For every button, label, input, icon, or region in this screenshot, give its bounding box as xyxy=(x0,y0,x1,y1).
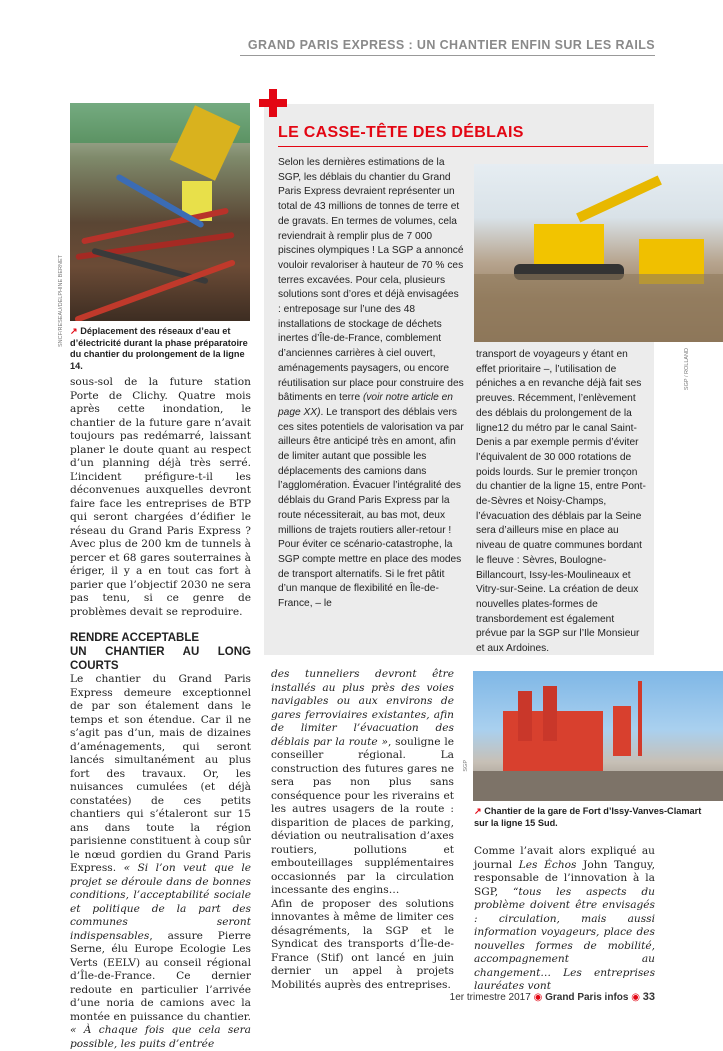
box-rule xyxy=(278,146,648,147)
photo1-caption-text: Déplacement des réseaux d’eau et d’électricité durant la phase préparatoire du chantier du prolongement de la ligne 14. xyxy=(70,326,248,371)
col2-text: , souligne le conseiller régional. La construction des futures gares ne sera pas non plus sans conséquence pour les riverains et les autres usagers de la route : disparition de places de parking, déviation ou neutralisation d’axes routiers, pollutions et embouteillages supplémentaires occasionnés par la circulation incessante des engins… xyxy=(271,735,454,896)
box-text-rest: . Le transport des déblais vers ces sites potentiels de valorisation va par ailleurs être anticipé très en amont, afin de limiter autant que possible les déplacements des camions dans l’agglomération. Évacuer l’intégralité des déblais du Grand Paris Express par la route nécessiterait, au bas mot, deux millions de trajets routiers aller-retour ! Pour éviter ce scénario-catastrophe, la SGP compte mettre en place des modes de transport alternatifs. Si le fret pâtit d’un manque de flexibilité en Île-de-France, – le xyxy=(278,406,464,610)
col2-quote: des tunneliers devront être installés au plus près des voies navigables ou aux environs de gares ferroviaires existantes, afin de limiter l’évacuation des déblais par la route » xyxy=(271,668,454,748)
arrow-icon: ↗ xyxy=(70,326,78,336)
col3-text-start: Comme l’avait alors expliqué au journal xyxy=(474,845,655,871)
subhead-line-1: RENDRE ACCEPTABLE xyxy=(70,632,200,644)
plus-icon xyxy=(259,89,287,117)
subhead-line-2: UN CHANTIER AU LONG COURTS xyxy=(70,646,251,672)
header-rule xyxy=(240,55,655,56)
photo-construction-site xyxy=(473,671,723,801)
page-footer xyxy=(450,991,655,1003)
col2-paragraph-1 xyxy=(271,668,454,898)
photo-excavator xyxy=(474,164,723,342)
photo3-credit: SGP xyxy=(463,760,469,772)
col1-p2-text: Le chantier du Grand Paris Express demeure exceptionnel de par son étalement dans le temps et son étendue. Car il ne s’agit pas d’un, mais de dizaines d’aménagements, qui seront lancés simultanément au plus fort des travaux. Or, les nuisances cumulées (et déjà constatées) de ces petits chantiers qui s’étaleront sur 15 ans dans toute la région parisienne constituent à coup sûr le nœud gordien du Grand Paris Express. xyxy=(70,673,251,874)
col1-p2-quote2: « À chaque fois que cela sera possible, les puits d’entrée xyxy=(70,1024,251,1050)
article-column-1 xyxy=(70,376,251,1051)
box-text-ref: (voir notre article en page XX) xyxy=(278,392,453,418)
box-text-start: Selon les dernières estimations de la SGP, les déblais du chantier du Grand Paris Express devraient représenter un total de 43 millions de tonnes de terre et de gravats. En termes de volumes, cela reviendrait à remplir plus de 7 000 piscines olympiques ! La SGP a annoncé vouloir revaloriser à hauteur de 70 % ces terres excavées. Pour cela, plusieurs solutions sont d’ores et déjà envisagées : entreposage sur l’une des 48 installations de stockage de déchets inertes d’Île-de-France, comblement d’anciennes carrières à ciel ouvert, aménagements paysagers, ou encore réutilisation sur place pour construire des bâtiments en terre xyxy=(278,157,464,404)
box-column-2 xyxy=(476,348,648,657)
col1-paragraph-1: sous-sol de la future station Porte de Clichy. Quatre mois après cette inondation, le chantier de la future gare n’avait toujours pas redémarré, laissant planer le doute quant au respect d’un planning déjà très serré. L’incident préfigure-t-il les déconvenues auxquelles devront faire face les entreprises de BTP qui seront chargées d’édifier le réseau du Grand Paris Express ? Avec plus de 200 km de tunnels à percer et 68 gares souterraines à ériger, il y a en tout cas fort à parier que l’objectif 2030 ne sera pas tenu, si ce genre de problèmes devait se reproduire. xyxy=(70,376,251,618)
box-col1-paragraph xyxy=(278,156,464,612)
box-title: LE CASSE-TÊTE DES DÉBLAIS xyxy=(278,124,524,141)
photo1-credit: SNCF/RESEAU/DELPHINE BERNET xyxy=(58,255,64,347)
col1-p2-quote1: « Si l’on veut que le projet se déroule dans de bonnes conditions, l’acceptabilité sociale et politique de la part des communes seront indispensables xyxy=(70,862,251,942)
box-column-1 xyxy=(278,156,464,612)
col3-journal: Les Échos xyxy=(518,858,577,871)
col3-paragraph xyxy=(474,845,655,994)
col3-text-mid: John Tanguy, responsable de l’innovation à la SGP, xyxy=(474,858,655,898)
col1-p2-mid: , assure Pierre Serne, élu Europe Ecologie Les Verts (EELV) au conseil régional d’Île-de-France. Ce dernier redoute en particulier l’arrivée d’une noria de camions avec la montée en puissance du chantier. xyxy=(70,929,251,1023)
photo-excavation xyxy=(70,103,250,321)
bullet-icon: ◉ xyxy=(533,992,543,1003)
article-column-3 xyxy=(474,845,655,994)
col2-paragraph-2: Afin de proposer des solutions innovantes à même de limiter ces désagréments, la SGP et le Syndicat des transports d’Île-de-France (Stif) ont lancé en juin dernier un appel à projets Mobilités auprès des entreprises. xyxy=(271,897,454,991)
subhead xyxy=(70,631,251,673)
photo2-credit: SGP / ROLLAND xyxy=(684,348,690,391)
box-col2-paragraph: transport de voyageurs y étant en effet prioritaire –, l’utilisation de péniches a en revanche déjà fait ses preuves. Récemment, l’enlèvement des déblais du prolongement de la ligne12 du métro par le canal Saint-Denis a par exemple permis d’éviter l’équivalent de 30 000 rotations de poids lourds. Sur le premier tronçon du chantier de la ligne 15, entre Pont-de-Sèvres et Noisy-Champs, l’évacuation des déblais par la Seine sera d’ailleurs mise en place au niveau de quatre communes bordant le fleuve : Sèvres, Boulogne-Billancourt, Issy-les-Moulineaux et Vitry-sur-Seine. La création de deux nouvelles plates-formes de transbordement est également prévue par la SGP sur l’Ile Monsieur et aux Ardoines. xyxy=(476,349,646,655)
page-number: 33 xyxy=(642,991,655,1003)
footer-magazine: Grand Paris infos xyxy=(545,992,629,1003)
photo1-caption xyxy=(70,326,252,372)
photo3-caption xyxy=(474,806,714,829)
col3-quote: “tous les aspects du problème doivent être envisagés : circulation, mais aussi information voyageurs, place des nouvelles formes de mobilité, accompagnement au changement… Les entreprises lauréates vont xyxy=(474,885,656,992)
running-header: GRAND PARIS EXPRESS : UN CHANTIER ENFIN SUR LES RAILS xyxy=(247,38,655,52)
photo3-caption-text: Chantier de la gare de Fort d’Issy-Vanves-Clamart sur la ligne 15 Sud. xyxy=(474,806,702,828)
bullet-icon: ◉ xyxy=(631,992,640,1003)
footer-date: 1er trimestre 2017 xyxy=(449,992,531,1003)
arrow-icon: ↗ xyxy=(474,806,482,816)
article-column-2 xyxy=(271,668,454,992)
col1-paragraph-2 xyxy=(70,673,251,1051)
